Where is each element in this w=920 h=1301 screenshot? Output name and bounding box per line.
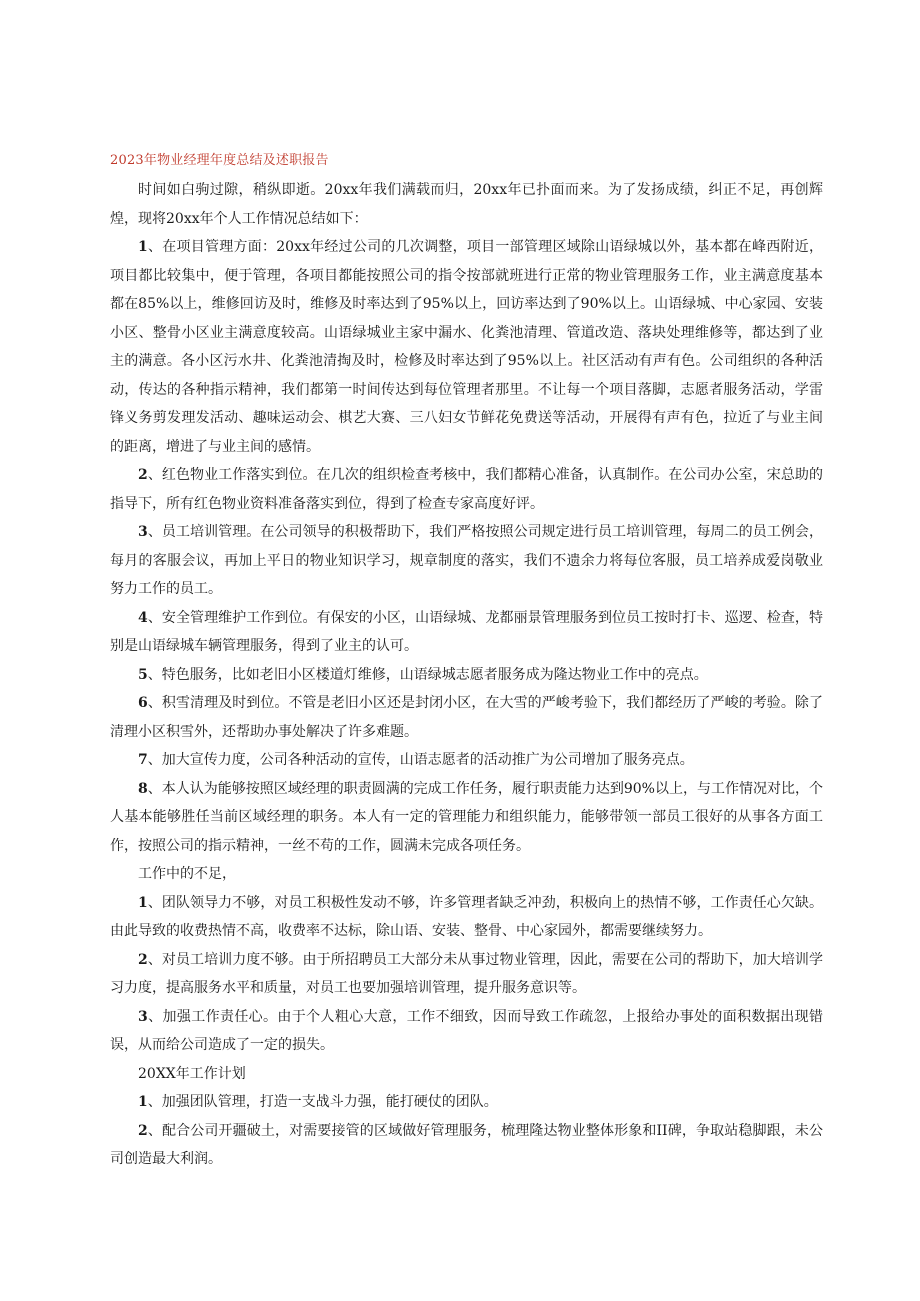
achievement-item-6 — [110, 689, 823, 746]
shortcomings-heading: 工作中的不足， — [138, 866, 236, 882]
plan-heading: 20XX年工作计划 — [138, 1065, 246, 1082]
item-number: 1 — [138, 1094, 148, 1110]
item-number: 6 — [138, 695, 148, 711]
item-text: 、团队领导力不够，对员工积极性发动不够，许多管理者缺乏冲劲，积极向上的热情不够，工作责任心欠缺。由此导致的收费热情不高，收费率不达标，除山语、安装、整骨、中心家园外，都需要继续努力。 — [110, 894, 823, 939]
item-text: 、加强工作责任心。由于个人粗心大意，工作不细致，因而导致工作疏忽，上报给办事处的面积数据出现错误，从而给公司造成了一定的损失。 — [110, 1008, 823, 1053]
item-text: 、积雪清理及时到位。不管是老旧小区还是封闭小区，在大雪的严峻考验下，我们都经历了严峻的考验。除了清理小区积雪外，还帮助办事处解决了许多难题。 — [110, 695, 823, 740]
shortcoming-item-1 — [110, 889, 823, 946]
item-number: 4 — [138, 609, 148, 626]
item-text: 、员工培训管理。在公司领导的积极帮助下，我们严格按照公司规定进行员工培训管理，每周二的员工例会，每月的客服会议，再加上平日的物业知识学习，规章制度的落实，我们不遗余力将每位客服，员工培养成爱岗敬业努力工作的员工。 — [110, 524, 823, 597]
item-number: 8 — [138, 780, 148, 797]
achievement-item-7 — [110, 746, 823, 775]
item-number: 1 — [138, 239, 148, 255]
plan-item-1 — [110, 1088, 823, 1117]
item-text: 、特色服务，比如老旧小区楼道灯维修，山语绿城志愿者服务成为隆达物业工作中的亮点。 — [147, 666, 708, 683]
item-number: 2 — [138, 1122, 148, 1139]
achievement-item-8 — [110, 775, 823, 861]
shortcoming-item-3 — [110, 1003, 823, 1060]
item-number: 3 — [138, 524, 148, 540]
document-title: 2023年物业经理年度总结及述职报告 — [110, 153, 329, 168]
item-text: 、加大宣传力度，公司各种活动的宣传，山语志愿者的活动推广为公司增加了服务亮点。 — [147, 752, 694, 768]
achievement-item-2 — [110, 461, 823, 518]
plan-item-2 — [110, 1117, 823, 1174]
achievement-item-1 — [110, 233, 823, 461]
item-text: 、对员工培训力度不够。由于所招聘员工大部分未从事过物业管理，因此，需要在公司的帮助下，加大培训学习力度，提高服务水平和质量，对员工也要加强培训管理，提升服务意识等。 — [110, 951, 823, 996]
item-number: 1 — [138, 894, 148, 911]
item-text: 、红色物业工作落实到位。在几次的组织检查考核中，我们都精心准备，认真制作。在公司办公室，宋总助的指导下，所有红色物业资料准备落实到位，得到了检查专家高度好评。 — [110, 467, 823, 512]
achievement-item-3 — [110, 518, 823, 604]
item-number: 3 — [138, 1008, 148, 1025]
achievement-item-4 — [110, 604, 823, 661]
item-text: 、在项目管理方面：20xx年经过公司的几次调整，项目一部管理区域除山语绿城以外，基本都在峰西附近，项目都比较集中，便于管理，各项目都能按照公司的指令按部就班进行正常的物业管理服务工作，业主满意度基本都在85%以上，维修回访及时，维修及时率达到了95%以上，回访率达到了90%以上。山语绿城、中心家园、安装小区、整骨小区业主满意度较高。山语绿城业主家中漏水、化粪池清理、管道改造、落块处理维修等，都达到了业主的满意。各小区污水井、化粪池清掏及时，检修及时率达到了95%以上。社区活动有声有色。公司组织的各种活动，传达的各种指示精神，我们都第一时间传达到每位管理者那里。不让每一个项目落脚，志愿者服务活动，学雷锋义务剪发理发活动、趣味运动会、棋艺大赛、三八妇女节鲜花免费送等活动，开展得有声有色，拉近了与业主间的距离，增进了与业主间的感情。 — [110, 239, 823, 455]
item-number: 5 — [138, 666, 148, 683]
document-page — [110, 150, 823, 1174]
item-number: 7 — [138, 752, 148, 768]
item-text: 、加强团队管理，打造一支战斗力强，能打硬仗的团队。 — [147, 1094, 498, 1110]
item-text: 、本人认为能够按照区域经理的职责圆满的完成工作任务，履行职责能力达到90%以上，与工作情况对比，个人基本能够胜任当前区域经理的职务。本人有一定的管理能力和组织能力，能够带领一部员工很好的从事各方面工作，按照公司的指示精神，一丝不苟的工作，圆满未完成各项任务。 — [110, 780, 823, 854]
item-text: 、安全管理维护工作到位。有保安的小区，山语绿城、龙都丽景管理服务到位员工按时打卡、巡逻、检查，特别是山语绿城车辆管理服务，得到了业主的认可。 — [110, 609, 823, 654]
item-number: 2 — [138, 467, 148, 483]
achievement-item-5 — [110, 661, 823, 690]
shortcoming-item-2 — [110, 946, 823, 1003]
intro-paragraph: 时间如白驹过隙，稍纵即逝。20xx年我们满载而归，20xx年已扑面而来。为了发扬成绩，纠正不足，再创辉煌，现将20xx年个人工作情况总结如下： — [110, 182, 823, 227]
item-text: 、配合公司开疆破土，对需要接管的区域做好管理服务，梳理隆达物业整体形象和II碑，争取站稳脚跟，未公司创造最大利润。 — [110, 1122, 823, 1167]
item-number: 2 — [138, 951, 148, 968]
